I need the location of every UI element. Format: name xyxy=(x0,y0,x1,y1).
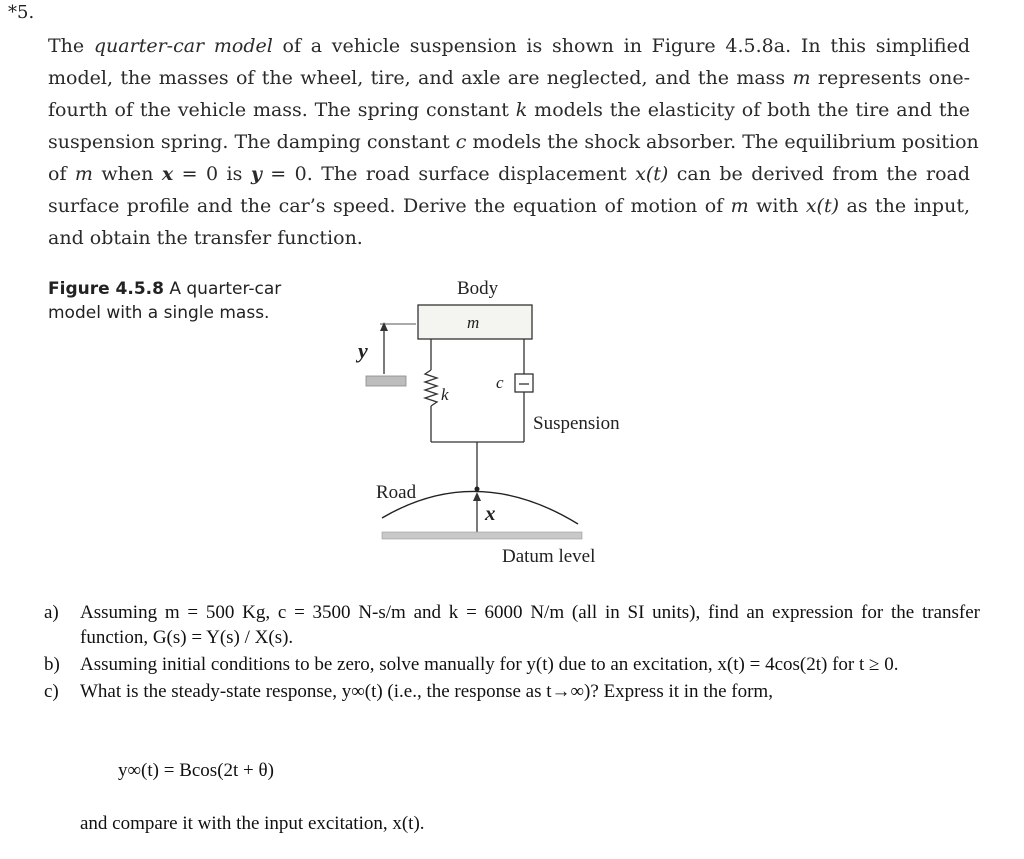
spring-coil xyxy=(425,370,437,406)
figure-caption-label: Figure 4.5.8 xyxy=(48,279,164,299)
k-label: k xyxy=(441,385,449,404)
y-label: y xyxy=(358,338,368,363)
statement-line: model, the masses of the wheel, tire, and axle are neglected, and the mass m represents one- xyxy=(48,67,970,89)
statement-line: fourth of the vehicle mass. The spring constant k models the elasticity of both the tire and the xyxy=(48,99,970,121)
suspension-label: Suspension xyxy=(533,413,620,434)
problem-statement xyxy=(48,30,979,254)
figure-caption-text: A quarter-car model with a single mass. xyxy=(48,279,282,323)
road-label: Road xyxy=(376,482,417,503)
questions xyxy=(44,600,980,706)
question-letter: c) xyxy=(44,681,59,702)
statement-line: of m when x = 0 is y = 0. The road surface displacement x(t) can be derived from the road xyxy=(48,163,971,185)
question-letter: b) xyxy=(44,654,60,675)
c-label: c xyxy=(496,373,504,392)
statement-line: and obtain the transfer function. xyxy=(48,227,363,249)
question-c xyxy=(44,679,980,704)
datum-hatch xyxy=(382,532,582,539)
y-arrow-head xyxy=(380,322,388,331)
statement-line: suspension spring. The damping constant c models the shock absorber. The equilibrium position xyxy=(48,131,979,153)
x-arrow-head xyxy=(473,492,481,501)
figure-caption xyxy=(48,277,318,325)
problem-number: *5. xyxy=(8,2,35,23)
statement-line: The quarter-car model of a vehicle suspension is shown in Figure 4.5.8a. In this simplified xyxy=(48,35,970,57)
question-b xyxy=(44,652,980,677)
statement-line: surface profile and the car’s speed. Derive the equation of motion of m with x(t) as the input, xyxy=(48,195,970,217)
question-letter: a) xyxy=(44,602,59,623)
quarter-car-diagram xyxy=(340,270,660,580)
mass-label: m xyxy=(467,313,480,332)
damper-cylinder xyxy=(515,374,533,392)
body-label: Body xyxy=(457,278,499,299)
datum-label: Datum level xyxy=(502,546,596,567)
question-text: What is the steady-state response, y∞(t) (i.e., the response as t→∞)? Express it in the form, xyxy=(80,681,773,702)
question-text: Assuming m = 500 Kg, c = 3500 N-s/m and k = 6000 N/m (all in SI units), find an expression for the transfer function, G(s) = Y(s) / X(s). xyxy=(80,602,980,648)
question-a xyxy=(44,600,980,650)
x-label: x xyxy=(485,501,496,525)
ground-hatch xyxy=(366,376,406,386)
question-text: Assuming initial conditions to be zero, solve manually for y(t) due to an excitation, x(t) = 4cos(2t) for t ≥ 0. xyxy=(80,654,899,675)
steady-state-equation: y∞(t) = Bcos(2t + θ) xyxy=(118,760,274,781)
compare-instruction: and compare it with the input excitation, x(t). xyxy=(80,813,425,834)
